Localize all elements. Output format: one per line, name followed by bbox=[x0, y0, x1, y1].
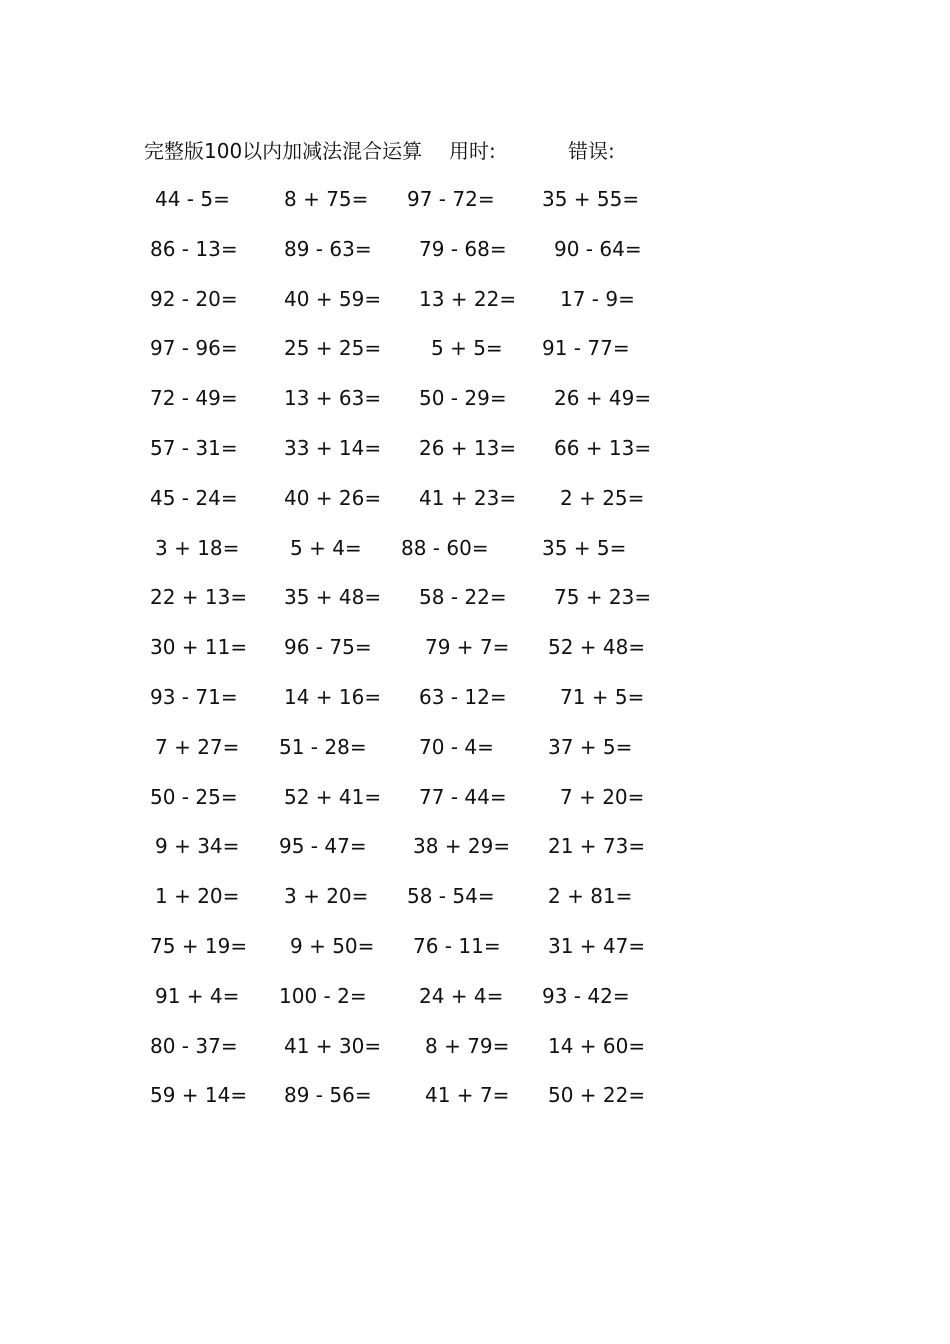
worksheet-header bbox=[0, 136, 950, 166]
math-problem: 50 + 22= bbox=[548, 1083, 646, 1108]
problem-row bbox=[0, 982, 950, 1032]
math-problem: 63 - 12= bbox=[419, 684, 507, 709]
math-problem: 3 + 20= bbox=[284, 884, 369, 909]
math-problem: 5 + 5= bbox=[431, 336, 503, 361]
math-problem: 45 - 24= bbox=[150, 485, 238, 510]
problem-row bbox=[0, 633, 950, 683]
math-problem: 50 - 25= bbox=[150, 784, 238, 809]
problem-row bbox=[0, 285, 950, 335]
math-problem: 41 + 7= bbox=[425, 1083, 510, 1108]
problem-row bbox=[0, 185, 950, 235]
math-problem: 79 + 7= bbox=[425, 635, 510, 660]
math-problem: 95 - 47= bbox=[279, 834, 367, 859]
math-problem: 75 + 19= bbox=[150, 933, 248, 958]
math-problem: 8 + 79= bbox=[425, 1033, 510, 1058]
error-count-label: 错误: bbox=[568, 139, 615, 163]
math-problem: 58 - 54= bbox=[407, 884, 495, 909]
math-problem: 70 - 4= bbox=[419, 734, 494, 759]
math-problem: 22 + 13= bbox=[150, 585, 248, 610]
math-problem: 2 + 25= bbox=[560, 485, 645, 510]
problem-row bbox=[0, 384, 950, 434]
math-problem: 92 - 20= bbox=[150, 286, 238, 311]
math-problem: 93 - 71= bbox=[150, 684, 238, 709]
math-problem: 14 + 16= bbox=[284, 684, 382, 709]
math-problem: 21 + 73= bbox=[548, 834, 646, 859]
math-problem: 31 + 47= bbox=[548, 933, 646, 958]
problem-row bbox=[0, 832, 950, 882]
math-problem: 51 - 28= bbox=[279, 734, 367, 759]
problem-row bbox=[0, 683, 950, 733]
math-problem: 50 - 29= bbox=[419, 386, 507, 411]
math-problem: 59 + 14= bbox=[150, 1083, 248, 1108]
math-problem: 26 + 13= bbox=[419, 435, 517, 460]
math-problem: 57 - 31= bbox=[150, 435, 238, 460]
math-problem: 41 + 30= bbox=[284, 1033, 382, 1058]
problem-row bbox=[0, 434, 950, 484]
math-problem: 66 + 13= bbox=[554, 435, 652, 460]
math-problem: 35 + 55= bbox=[542, 187, 640, 211]
math-problem: 2 + 81= bbox=[548, 884, 633, 909]
math-problem: 71 + 5= bbox=[560, 684, 645, 709]
math-problem: 58 - 22= bbox=[419, 585, 507, 610]
math-problem: 52 + 48= bbox=[548, 635, 646, 660]
math-problem: 93 - 42= bbox=[542, 983, 630, 1008]
math-problem: 9 + 34= bbox=[155, 834, 240, 859]
math-problem: 41 + 23= bbox=[419, 485, 517, 510]
math-problem: 33 + 14= bbox=[284, 435, 382, 460]
problem-row bbox=[0, 882, 950, 932]
math-problem: 89 - 56= bbox=[284, 1083, 372, 1108]
math-problem: 79 - 68= bbox=[419, 236, 507, 261]
math-problem: 30 + 11= bbox=[150, 635, 248, 660]
math-problem: 88 - 60= bbox=[401, 535, 489, 560]
problem-row bbox=[0, 932, 950, 982]
problem-grid bbox=[0, 185, 950, 1131]
math-problem: 38 + 29= bbox=[413, 834, 511, 859]
math-problem: 7 + 20= bbox=[560, 784, 645, 809]
math-problem: 76 - 11= bbox=[413, 933, 501, 958]
problem-row bbox=[0, 534, 950, 584]
math-problem: 9 + 50= bbox=[290, 933, 375, 958]
math-problem: 44 - 5= bbox=[155, 187, 230, 211]
math-problem: 72 - 49= bbox=[150, 386, 238, 411]
math-problem: 13 + 63= bbox=[284, 386, 382, 411]
math-problem: 40 + 59= bbox=[284, 286, 382, 311]
math-problem: 80 - 37= bbox=[150, 1033, 238, 1058]
math-problem: 97 - 96= bbox=[150, 336, 238, 361]
math-problem: 17 - 9= bbox=[560, 286, 635, 311]
problem-row bbox=[0, 583, 950, 633]
math-problem: 91 + 4= bbox=[155, 983, 240, 1008]
problem-row bbox=[0, 235, 950, 285]
problem-row bbox=[0, 783, 950, 833]
math-problem: 77 - 44= bbox=[419, 784, 507, 809]
problem-row bbox=[0, 484, 950, 534]
math-problem: 5 + 4= bbox=[290, 535, 362, 560]
math-problem: 97 - 72= bbox=[407, 187, 495, 211]
math-problem: 35 + 5= bbox=[542, 535, 627, 560]
worksheet-title: 完整版100以内加减法混合运算 bbox=[144, 139, 423, 163]
math-problem: 75 + 23= bbox=[554, 585, 652, 610]
math-problem: 96 - 75= bbox=[284, 635, 372, 660]
time-used-label: 用时: bbox=[449, 139, 496, 163]
problem-row bbox=[0, 1081, 950, 1131]
math-problem: 89 - 63= bbox=[284, 236, 372, 261]
math-problem: 1 + 20= bbox=[155, 884, 240, 909]
math-problem: 8 + 75= bbox=[284, 187, 369, 211]
math-problem: 37 + 5= bbox=[548, 734, 633, 759]
math-problem: 3 + 18= bbox=[155, 535, 240, 560]
math-problem: 86 - 13= bbox=[150, 236, 238, 261]
math-problem: 100 - 2= bbox=[279, 983, 367, 1008]
problem-row bbox=[0, 1032, 950, 1082]
math-problem: 40 + 26= bbox=[284, 485, 382, 510]
math-problem: 35 + 48= bbox=[284, 585, 382, 610]
math-problem: 14 + 60= bbox=[548, 1033, 646, 1058]
problem-row bbox=[0, 733, 950, 783]
math-problem: 25 + 25= bbox=[284, 336, 382, 361]
math-problem: 24 + 4= bbox=[419, 983, 504, 1008]
math-problem: 7 + 27= bbox=[155, 734, 240, 759]
problem-row bbox=[0, 334, 950, 384]
math-problem: 13 + 22= bbox=[419, 286, 517, 311]
math-problem: 91 - 77= bbox=[542, 336, 630, 361]
math-problem: 26 + 49= bbox=[554, 386, 652, 411]
math-problem: 90 - 64= bbox=[554, 236, 642, 261]
math-problem: 52 + 41= bbox=[284, 784, 382, 809]
